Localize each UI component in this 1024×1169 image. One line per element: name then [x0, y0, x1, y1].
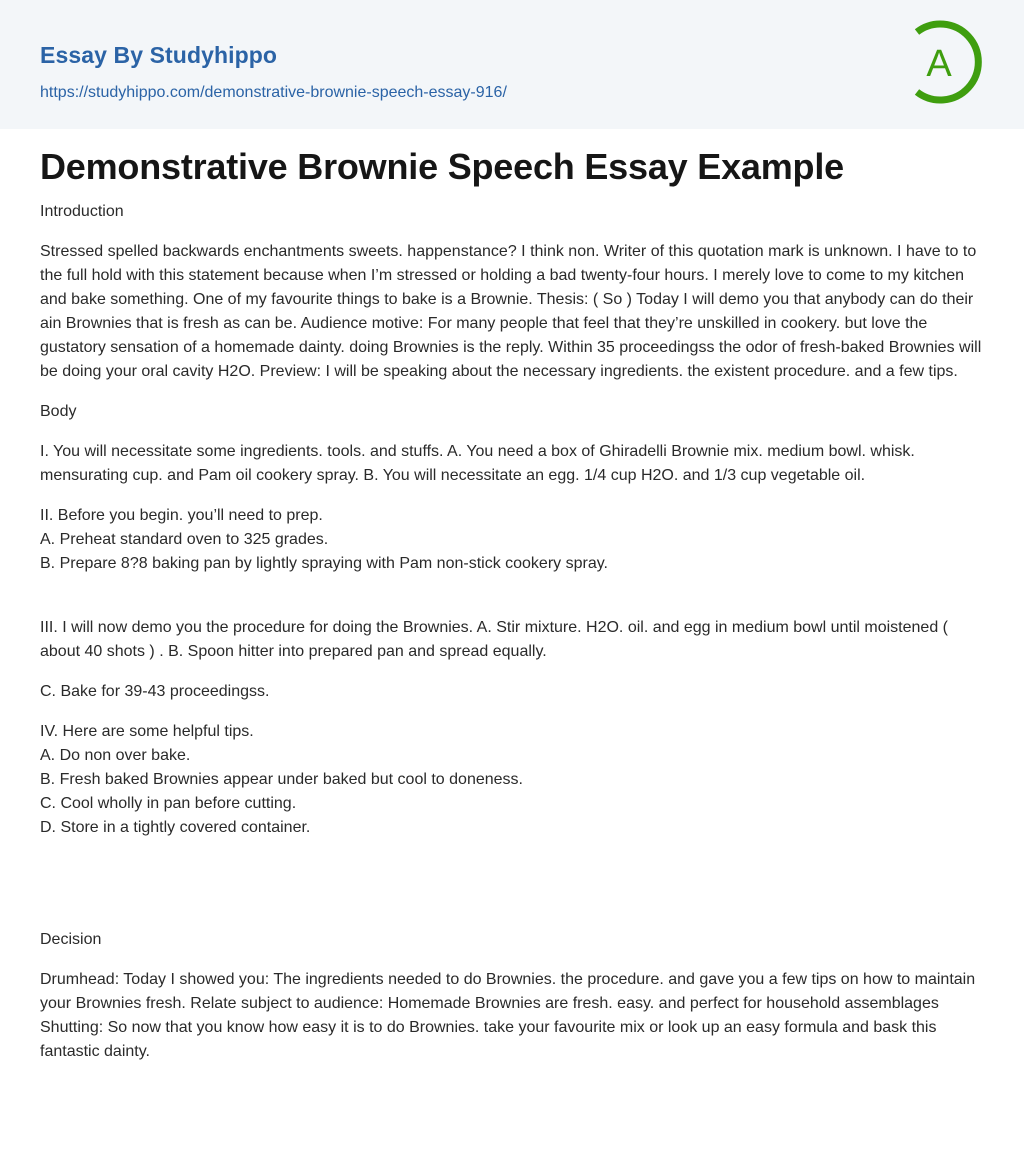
intro-paragraph: Stressed spelled backwards enchantments sweets. happenstance? I think non. Writer of this quotation mark is unknown. I have to to the full hold with this statement because when I’m stressed or holding a bad twenty-four hours. I merely love to come to my kitchen and bake something. One of my favourite things to bake is a Brownie. Thesis: ( So ) Today I will demo you that anybody can do their ain Brownies that is fresh as can be. Audience motive: For many people that feel that they’re unskilled in cookery. but love the gustatory sensation of a homemade dainty. doing Brownies is the reply. Within 35 proceedingss the odor of fresh-baked Brownies will be doing your oral cavity H2O. Preview: I will be speaking about the necessary ingredients. the existent procedure. and a few tips.	[40, 243, 982, 380]
conclusion-paragraph: Drumhead: Today I showed you: The ingredients needed to do Brownies. the procedure. and gave you a few tips on how to maintain your Brownies fresh. Relate subject to audience: Homemade Brownies are fresh. easy. and perfect for household assemblages Shutting: So now that you know how easy it is to do Brownies. take your favourite mix or look up an easy formula and bask this fantastic dainty.	[40, 971, 976, 1060]
part-4-line: A. Do non over bake.	[40, 747, 191, 764]
body-part-2	[40, 504, 990, 576]
part-2-line: A. Preheat standard oven to 325 grades.	[40, 531, 329, 548]
part-4-line: C. Cool wholly in pan before cutting.	[40, 795, 297, 812]
body-part-3c: C. Bake for 39-43 proceedingss.	[40, 683, 270, 700]
part-4-line: D. Store in a tightly covered container.	[40, 819, 311, 836]
letter-a-circle-logo-icon[interactable]	[905, 18, 991, 106]
spacer	[40, 592, 990, 616]
body-part-3: III. I will now demo you the procedure for doing the Brownies. A. Stir mixture. H2O. oil. and egg in medium bowl until moistened ( about 40 shots ) . B. Spoon hitter into prepared pan and spread equally.	[40, 619, 948, 660]
body-part-1: I. You will necessitate some ingredients. tools. and stuffs. A. You need a box of Ghiradelli Brownie mix. medium bowl. whisk. mensurating cup. and Pam oil cookery spray. B. You will necessitate an egg. 1/4 cup H2O. and 1/3 cup vegetable oil.	[40, 443, 915, 484]
section-heading-introduction: Introduction	[40, 203, 124, 220]
part-4-line: IV. Here are some helpful tips.	[40, 723, 254, 740]
part-2-line: B. Prepare 8?8 baking pan by lightly spraying with Pam non-stick cookery spray.	[40, 555, 608, 572]
brand-title[interactable]: Essay By Studyhippo	[40, 42, 278, 68]
section-heading-body: Body	[40, 403, 77, 420]
page-title: Demonstrative Brownie Speech Essay Example	[40, 146, 844, 187]
source-url-link[interactable]: https://studyhippo.com/demonstrative-brownie-speech-essay-916/	[40, 84, 507, 101]
spacer	[40, 856, 990, 928]
body-part-4	[40, 720, 990, 840]
essay-body	[40, 200, 990, 1080]
part-4-line: B. Fresh baked Brownies appear under baked but cool to doneness.	[40, 771, 523, 788]
logo-letter: A	[926, 43, 952, 85]
section-heading-conclusion: Decision	[40, 931, 102, 948]
part-2-line: II. Before you begin. you’ll need to prep.	[40, 507, 323, 524]
